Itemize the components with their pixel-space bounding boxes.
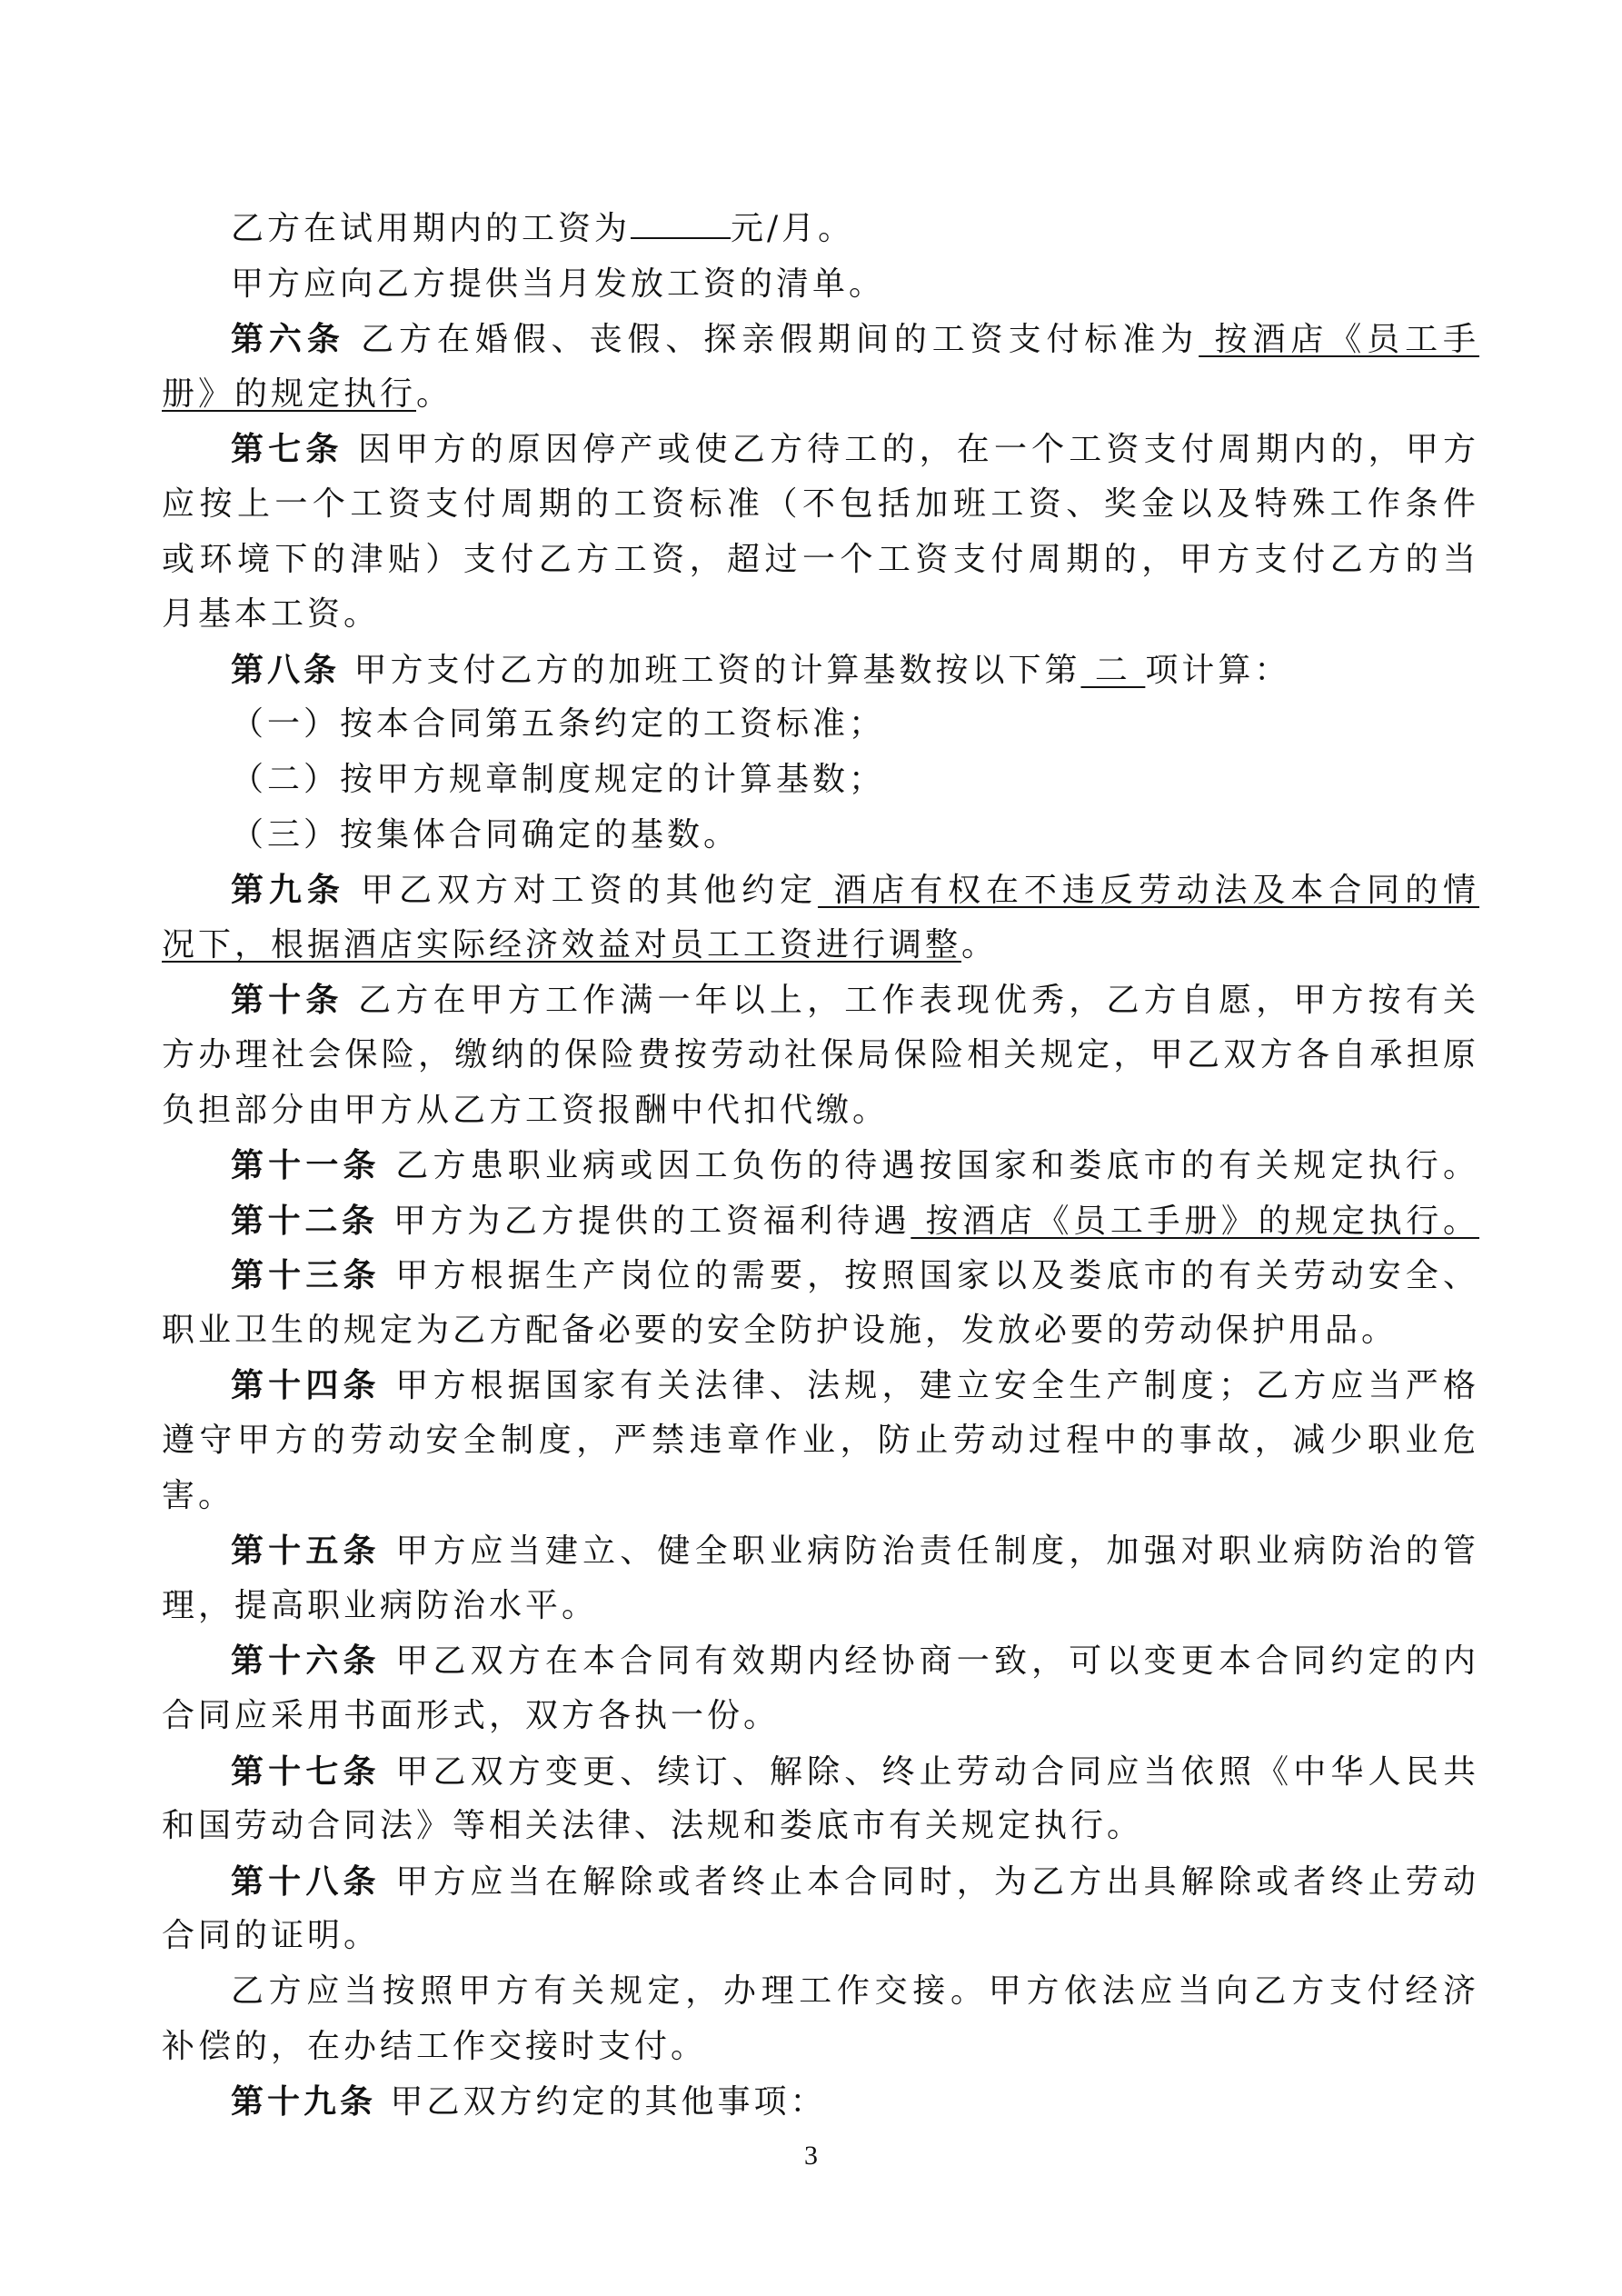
text-line xyxy=(162,808,1479,863)
text-line xyxy=(162,1138,1479,1193)
text-line xyxy=(162,1633,1479,1689)
article-heading: 第十四条 xyxy=(231,1366,381,1405)
text-segment: 甲方应向乙方提供当月发放工资的清单。 xyxy=(231,265,886,303)
article-heading: 第十八条 xyxy=(231,1862,381,1901)
text-segment: 乙方应当按照甲方有关规定，办理工作交接。甲方依法应当向乙方支付经济 xyxy=(231,1972,1479,2010)
text-line xyxy=(162,202,1479,257)
filled-in-text: 册》的规定执行 xyxy=(162,374,417,413)
text-segment: 元/月。 xyxy=(731,210,855,247)
text-segment: 甲乙双方变更、续订、解除、终止劳动合同应当依照《中华人民共 xyxy=(380,1752,1479,1791)
text-line xyxy=(162,1303,1479,1359)
text-line xyxy=(162,1964,1479,2020)
text-line xyxy=(162,1909,1479,1964)
text-line xyxy=(162,643,1479,698)
text-segment: 甲方根据国家有关法律、法规，建立安全生产制度；乙方应当严格 xyxy=(380,1367,1479,1405)
text-segment: 遵守甲方的劳动安全制度，严禁违章作业，防止劳动过程中的事故，减少职业危 xyxy=(162,1422,1479,1460)
text-segment: 甲乙双方约定的其他事项： xyxy=(376,2083,827,2121)
text-segment: 甲方支付乙方的加班工资的计算基数按以下第 xyxy=(340,651,1081,689)
text-line xyxy=(162,1799,1479,1854)
text-segment: 方办理社会保险，缴纳的保险费按劳动社保局保险相关规定，甲乙双方各自承担原 xyxy=(162,1035,1479,1073)
text-segment: 乙方患职业病或因工负伤的待遇按国家和娄底市的有关规定执行。 xyxy=(380,1147,1479,1185)
filled-in-text: 二 xyxy=(1080,651,1146,689)
text-segment: 。 xyxy=(416,374,453,413)
text-line xyxy=(162,753,1479,808)
text-line xyxy=(162,1193,1479,1249)
text-line xyxy=(162,1523,1479,1579)
article-heading: 第八条 xyxy=(231,650,341,689)
article-heading: 第十条 xyxy=(231,981,343,1020)
text-line xyxy=(162,1469,1479,1524)
filled-in-text: 况下，根据酒店实际经济效益对员工工资进行调整 xyxy=(162,925,962,963)
text-line xyxy=(162,863,1479,918)
text-segment: 应按上一个工资支付周期的工资标准（不包括加班工资、奖金以及特殊工作条件 xyxy=(162,484,1479,523)
text-line xyxy=(162,2020,1479,2075)
text-segment: 补偿的，在办结工作交接时支付。 xyxy=(162,2027,708,2065)
article-heading: 第十五条 xyxy=(231,1532,381,1571)
text-line xyxy=(162,918,1479,973)
article-heading: 第十一条 xyxy=(231,1146,381,1185)
text-segment: 理，提高职业病防治水平。 xyxy=(162,1586,599,1624)
article-heading: 第七条 xyxy=(231,430,343,469)
text-line xyxy=(162,477,1479,533)
text-line xyxy=(162,533,1479,588)
text-segment: 乙方在甲方工作满一年以上，工作表现优秀，乙方自愿，甲方按有关 xyxy=(358,982,1479,1020)
text-segment: 和国劳动合同法》等相关法律、法规和娄底市有关规定执行。 xyxy=(162,1807,1144,1845)
page-number: 3 xyxy=(804,2141,818,2171)
text-line xyxy=(162,1028,1479,1083)
text-segment: （三）按集体合同确定的基数。 xyxy=(231,815,741,854)
text-segment: 甲方应当在解除或者终止本合同时，为乙方出具解除或者终止劳动 xyxy=(380,1862,1479,1901)
text-line xyxy=(162,2074,1479,2130)
filled-in-text: 按酒店《员工手册》的规定执行。 xyxy=(911,1202,1479,1240)
text-segment: 因甲方的原因停产或使乙方待工的，在一个工资支付周期内的，甲方 xyxy=(343,431,1479,469)
text-segment: 害。 xyxy=(162,1476,235,1514)
text-line xyxy=(162,1358,1479,1413)
text-segment: 甲方为乙方提供的工资福利待遇 xyxy=(378,1202,911,1240)
article-heading: 第十六条 xyxy=(231,1642,381,1681)
text-line xyxy=(162,1413,1479,1469)
text-segment: 甲方根据生产岗位的需要，按照国家以及娄底市的有关劳动安全、 xyxy=(380,1257,1479,1295)
text-segment: 合同的证明。 xyxy=(162,1917,381,1955)
text-segment: 甲乙双方对工资的其他约定 xyxy=(344,872,819,910)
text-line xyxy=(162,587,1479,643)
text-segment: 乙方在试用期内的工资为 xyxy=(231,210,632,247)
text-line xyxy=(162,1248,1479,1303)
text-line xyxy=(162,312,1479,367)
text-line xyxy=(162,1083,1479,1139)
text-segment: 甲方应当建立、健全职业病防治责任制度，加强对职业病防治的管 xyxy=(380,1532,1479,1571)
fill-in-blank xyxy=(631,210,731,239)
article-heading: 第十九条 xyxy=(231,2082,377,2121)
text-line xyxy=(162,257,1479,313)
text-line xyxy=(162,697,1479,753)
text-segment: 合同应采用书面形式，双方各执一份。 xyxy=(162,1697,781,1735)
text-segment: 乙方在婚假、丧假、探亲假期间的工资支付标准为 xyxy=(344,321,1199,359)
text-line xyxy=(162,422,1479,477)
text-segment: 负担部分由甲方从乙方工资报酬中代扣代缴。 xyxy=(162,1091,890,1129)
text-line xyxy=(162,367,1479,423)
article-heading: 第十七条 xyxy=(231,1752,381,1791)
article-heading: 第九条 xyxy=(231,871,345,910)
article-heading: 第十二条 xyxy=(231,1201,379,1240)
filled-in-text: 按酒店《员工手 xyxy=(1199,321,1479,359)
text-line xyxy=(162,1854,1479,1910)
text-segment: 月基本工资。 xyxy=(162,595,381,634)
contract-body xyxy=(162,202,1479,2130)
article-heading: 第六条 xyxy=(231,320,345,359)
article-heading: 第十三条 xyxy=(231,1256,381,1295)
text-segment: 。 xyxy=(961,925,999,963)
text-segment: 项计算： xyxy=(1145,651,1291,689)
filled-in-text: 酒店有权在不违反劳动法及本合同的情 xyxy=(818,872,1479,910)
text-line xyxy=(162,1579,1479,1634)
text-segment: 职业卫生的规定为乙方配备必要的安全防护设施，发放必要的劳动保护用品。 xyxy=(162,1311,1398,1349)
text-line xyxy=(162,1689,1479,1744)
text-line xyxy=(162,973,1479,1028)
text-segment: （二）按甲方规章制度规定的计算基数； xyxy=(231,760,886,798)
text-segment: 甲乙双方在本合同有效期内经协商一致，可以变更本合同约定的内 xyxy=(395,1642,1479,1681)
text-segment: 或环境下的津贴）支付乙方工资，超过一个工资支付周期的，甲方支付乙方的当 xyxy=(162,540,1479,578)
text-line xyxy=(162,1744,1479,1800)
text-segment: （一）按本合同第五条约定的工资标准； xyxy=(231,705,886,744)
